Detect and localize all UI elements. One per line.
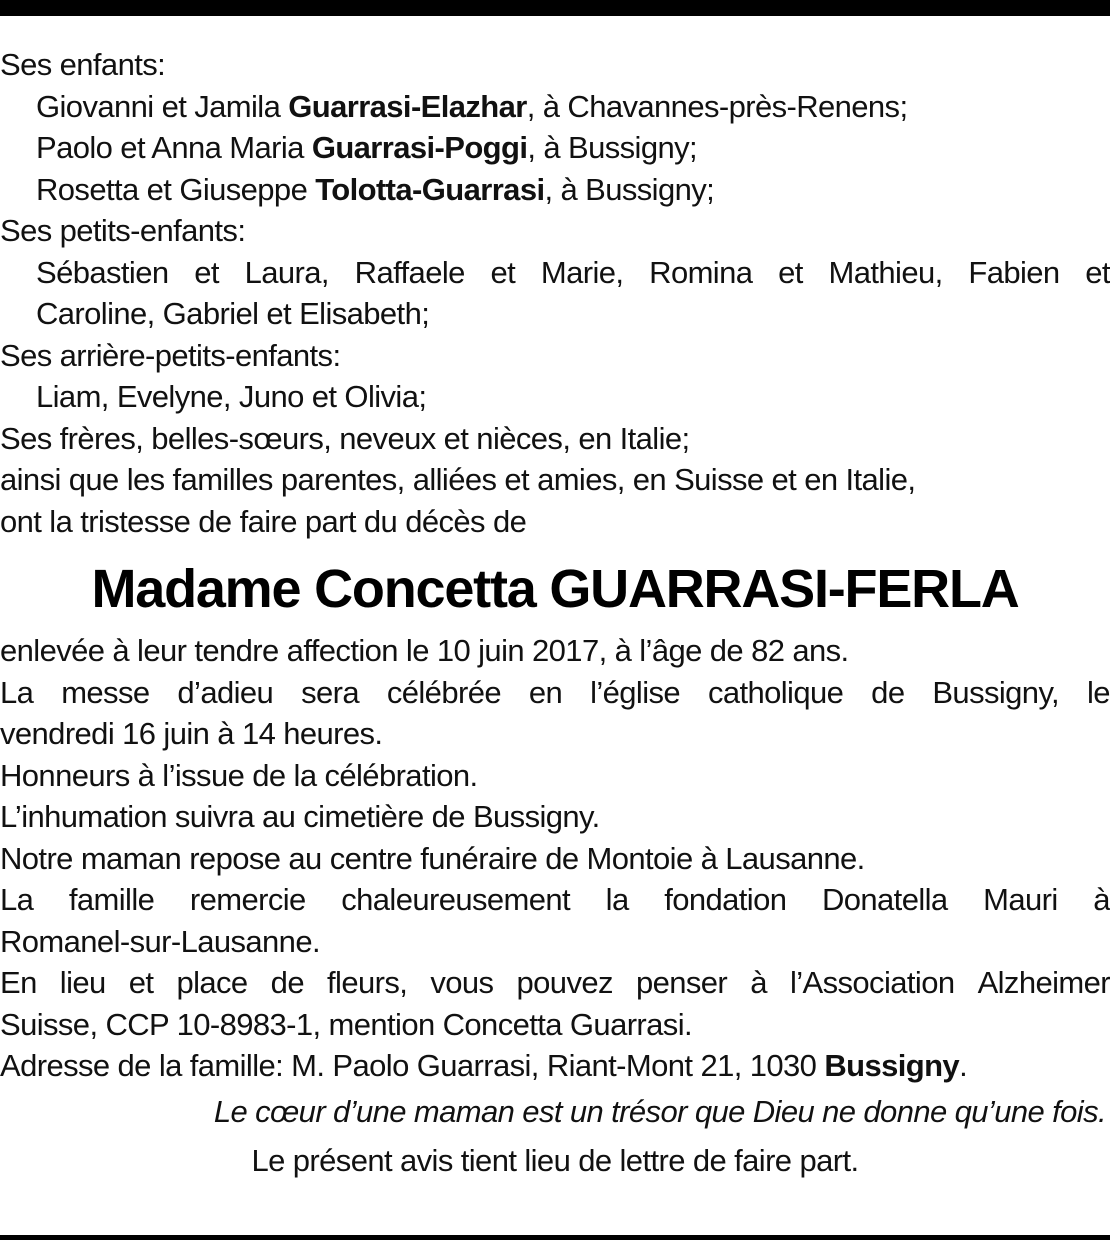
word: penser <box>635 965 728 1000</box>
burial-line: L’inhumation suivra au cimetière de Bussigny. <box>0 799 600 834</box>
word: de <box>871 674 905 710</box>
top-rule <box>0 0 1110 16</box>
word: et <box>490 254 516 290</box>
announcement-line: ont la tristesse de faire part du décès de <box>0 503 527 539</box>
word: vous <box>430 965 494 1000</box>
word: La <box>0 882 34 917</box>
word: et <box>194 254 219 290</box>
address-text: Adresse de la famille: M. Paolo Guarrasi, Riant-Mont 21, 1030 <box>0 1048 825 1083</box>
thanks-line <box>0 879 1110 921</box>
word: et <box>1085 254 1110 290</box>
address-end: . <box>959 1048 968 1083</box>
rest-line: Notre maman repose au centre funéraire de Montoie à Lausanne. <box>0 840 865 876</box>
word: Raffaele <box>354 254 465 290</box>
bottom-rule <box>0 1235 1110 1240</box>
closing-line: Le présent avis tient lieu de lettre de faire part. <box>251 1143 859 1178</box>
honours-line: Honneurs à l’issue de la célébration. <box>0 757 478 793</box>
child-surname: Guarrasi-Poggi <box>311 130 528 165</box>
child-place: , à Chavannes-près-Renens; <box>526 88 908 124</box>
word: Mauri <box>983 882 1058 917</box>
word: chaleureusement <box>341 882 571 917</box>
word: la <box>605 882 629 917</box>
word: à <box>750 965 767 1000</box>
word: remercie <box>189 882 306 917</box>
word: le <box>1086 674 1110 710</box>
grandchildren-line <box>0 252 1110 294</box>
word: Mathieu, <box>828 254 943 290</box>
thanks-line: Romanel-sur-Lausanne. <box>0 923 320 959</box>
siblings-line: Ses frères, belles-sœurs, neveux et nièces, en Italie; <box>0 420 690 456</box>
word: lieu <box>59 965 106 1000</box>
deceased-name: Madame Concetta GUARRASI-FERLA <box>91 559 1019 619</box>
word: messe <box>61 674 150 710</box>
address-town: Bussigny <box>824 1048 960 1083</box>
word: l’église <box>590 674 681 710</box>
word: Fabien <box>968 254 1060 290</box>
word: célébrée <box>386 674 501 710</box>
word: place <box>176 965 248 1000</box>
word: en <box>528 674 563 710</box>
word: et <box>778 254 803 290</box>
child-entry <box>0 86 1110 128</box>
donation-line <box>0 962 1110 1004</box>
families-line: ainsi que les familles parentes, alliées et amies, en Suisse et en Italie, <box>0 462 916 497</box>
child-names: Giovanni et Jamila <box>36 88 281 124</box>
word: Bussigny, <box>932 674 1060 710</box>
word: La <box>0 674 34 710</box>
quote: Le cœur d’une maman est un trésor que Dieu ne donne qu’une fois. <box>213 1093 1106 1129</box>
grandchildren-line: Caroline, Gabriel et Elisabeth; <box>36 296 430 331</box>
word: à <box>1093 882 1110 917</box>
grandchildren-label: Ses petits-enfants: <box>0 213 246 248</box>
word: Sébastien <box>36 254 169 290</box>
great-grandchildren-names: Liam, Evelyne, Juno et Olivia; <box>36 379 427 414</box>
word: fondation <box>664 882 787 917</box>
word: Laura, <box>244 254 329 290</box>
children-label: Ses enfants: <box>0 47 166 82</box>
word: Alzheimer <box>977 965 1110 1000</box>
child-surname: Guarrasi-Elazhar <box>288 88 527 124</box>
word: catholique <box>707 674 844 710</box>
child-names: Paolo et Anna Maria <box>36 130 304 165</box>
great-grandchildren-label: Ses arrière-petits-enfants: <box>0 337 341 373</box>
mass-line <box>0 672 1110 714</box>
word: pouvez <box>516 965 613 1000</box>
child-surname: Tolotta-Guarrasi <box>315 171 545 207</box>
word: d’adieu <box>177 674 274 710</box>
word: et <box>128 965 154 1000</box>
death-info: enlevée à leur tendre affection le 10 juin 2017, à l’âge de 82 ans. <box>0 633 849 668</box>
word: sera <box>301 674 359 710</box>
child-entry <box>0 169 1110 211</box>
obituary-notice <box>0 44 1110 1182</box>
family-address <box>0 1045 1110 1087</box>
word: de <box>270 965 304 1000</box>
word: En <box>0 965 37 1000</box>
child-place: , à Bussigny; <box>544 171 715 207</box>
word: famille <box>68 882 155 917</box>
word: Romina <box>649 254 753 290</box>
child-entry <box>0 127 1110 169</box>
word: Donatella <box>821 882 948 917</box>
word: fleurs, <box>327 965 408 1000</box>
word: l’Association <box>789 965 955 1000</box>
mass-line: vendredi 16 juin à 14 heures. <box>0 716 383 751</box>
word: Marie, <box>540 254 624 290</box>
child-names: Rosetta et Giuseppe <box>36 171 308 207</box>
child-place: , à Bussigny; <box>527 130 698 165</box>
donation-line: Suisse, CCP 10-8983-1, mention Concetta Guarrasi. <box>0 1006 693 1042</box>
